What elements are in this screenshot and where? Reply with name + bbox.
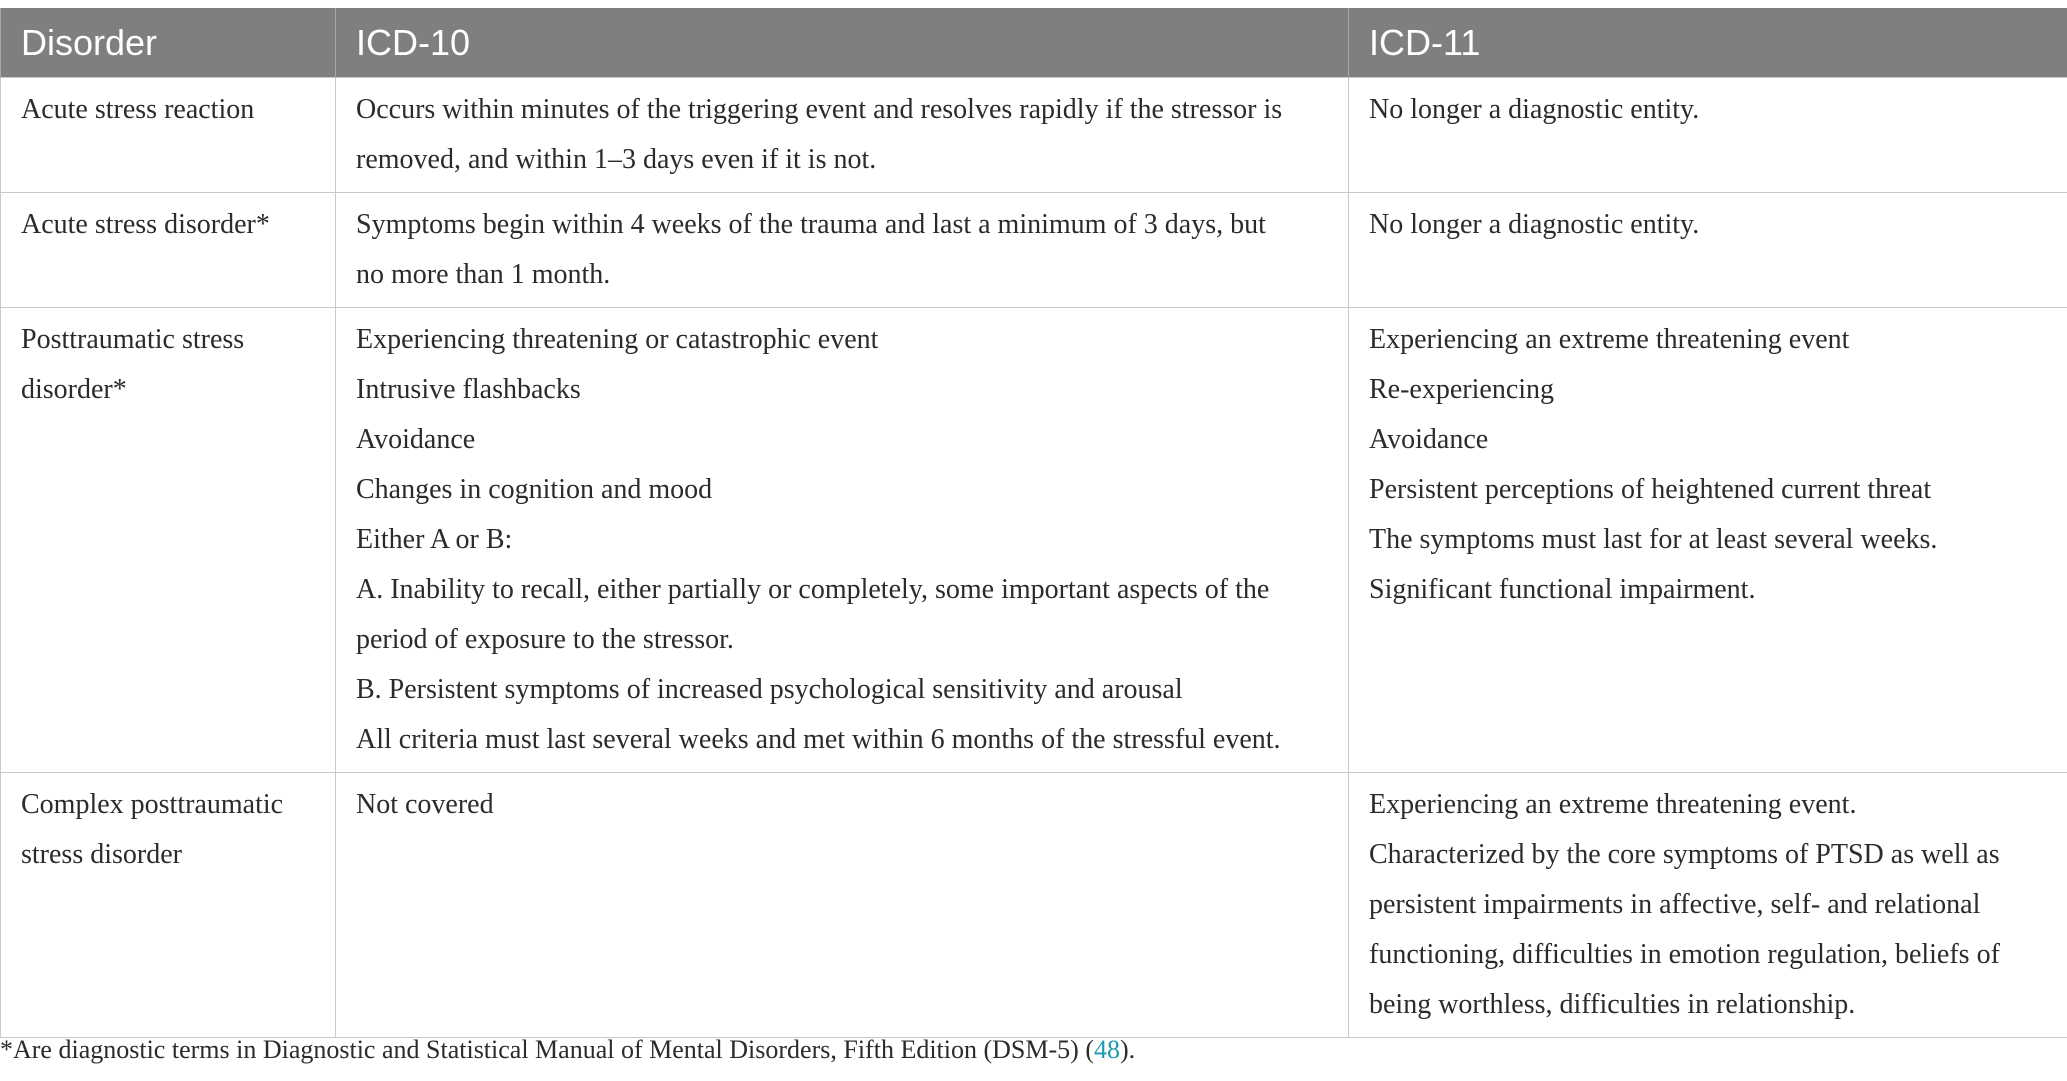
cell-line: stress disorder [21,839,182,870]
cell-line: Symptoms begin within 4 weeks of the trauma and last a minimum of 3 days, but [356,209,1266,240]
table-body [1,78,2067,1038]
cell-icd10 [336,773,1349,1038]
cell-disorder [1,193,336,308]
cell-line: functioning, difficulties in emotion regulation, beliefs of [1369,939,2000,970]
cell-disorder [1,773,336,1038]
cell-line: All criteria must last several weeks and met within 6 months of the stressful event. [356,724,1281,755]
cell-line: The symptoms must last for at least several weeks. [1369,524,1938,555]
cell-icd11 [1349,773,2067,1038]
cell-line: disorder* [21,374,127,405]
cell-line: Complex posttraumatic [21,789,284,820]
comparison-table [0,8,2067,1038]
table-footnote [0,1035,1135,1065]
cell-line: removed, and within 1–3 days even if it is not. [356,144,877,175]
header-icd11: ICD-11 [1349,8,2067,78]
table-row [1,308,2067,773]
header-disorder: Disorder [1,8,336,78]
cell-line: persistent impairments in affective, self- and relational [1369,889,1981,920]
cell-line: Re-experiencing [1369,374,1555,405]
cell-line: No longer a diagnostic entity. [1369,209,1700,240]
cell-line: B. Persistent symptoms of increased psychological sensitivity and arousal [356,674,1183,705]
cell-line: Persistent perceptions of heightened current threat [1369,474,1932,505]
cell-line: No longer a diagnostic entity. [1369,94,1700,125]
cell-line: Changes in cognition and mood [356,474,713,505]
reference-link[interactable]: 48 [1093,1035,1120,1064]
cell-line: Experiencing an extreme threatening event [1369,324,1850,355]
cell-line: Posttraumatic stress [21,324,245,355]
cell-line: Avoidance [356,424,476,455]
cell-icd10 [336,78,1349,193]
cell-line: Experiencing an extreme threatening event. [1369,789,1857,820]
cell-icd11 [1349,193,2067,308]
cell-line: Avoidance [1369,424,1489,455]
cell-disorder [1,308,336,773]
cell-line: Either A or B: [356,524,513,555]
cell-disorder [1,78,336,193]
cell-icd10 [336,193,1349,308]
table-row [1,193,2067,308]
cell-icd10 [336,308,1349,773]
cell-line: Acute stress disorder* [21,209,270,240]
header-row [1,8,2067,78]
cell-line: Significant functional impairment. [1369,574,1756,605]
cell-icd11 [1349,308,2067,773]
table-row [1,78,2067,193]
cell-line: period of exposure to the stressor. [356,624,734,655]
cell-line: Characterized by the core symptoms of PTSD as well as [1369,839,2000,870]
cell-line: Acute stress reaction [21,94,255,125]
table-row [1,773,2067,1038]
cell-line: being worthless, difficulties in relationship. [1369,989,1856,1020]
cell-line: Intrusive flashbacks [356,374,581,405]
comparison-table-container [0,8,2067,1038]
cell-line: Occurs within minutes of the triggering event and resolves rapidly if the stressor is [356,94,1283,125]
cell-line: no more than 1 month. [356,259,611,290]
table-header [1,8,2067,78]
cell-line: A. Inability to recall, either partially or completely, some important aspects of the [356,574,1270,605]
cell-icd11 [1349,78,2067,193]
cell-line: Not covered [356,789,494,820]
header-icd10: ICD-10 [336,8,1349,78]
cell-line: Experiencing threatening or catastrophic event [356,324,879,355]
footnote-text-end: ). [1119,1035,1136,1064]
footnote-text: *Are diagnostic terms in Diagnostic and Statistical Manual of Mental Disorders, Fifth Edition (DSM-5) ( [0,1035,1094,1064]
